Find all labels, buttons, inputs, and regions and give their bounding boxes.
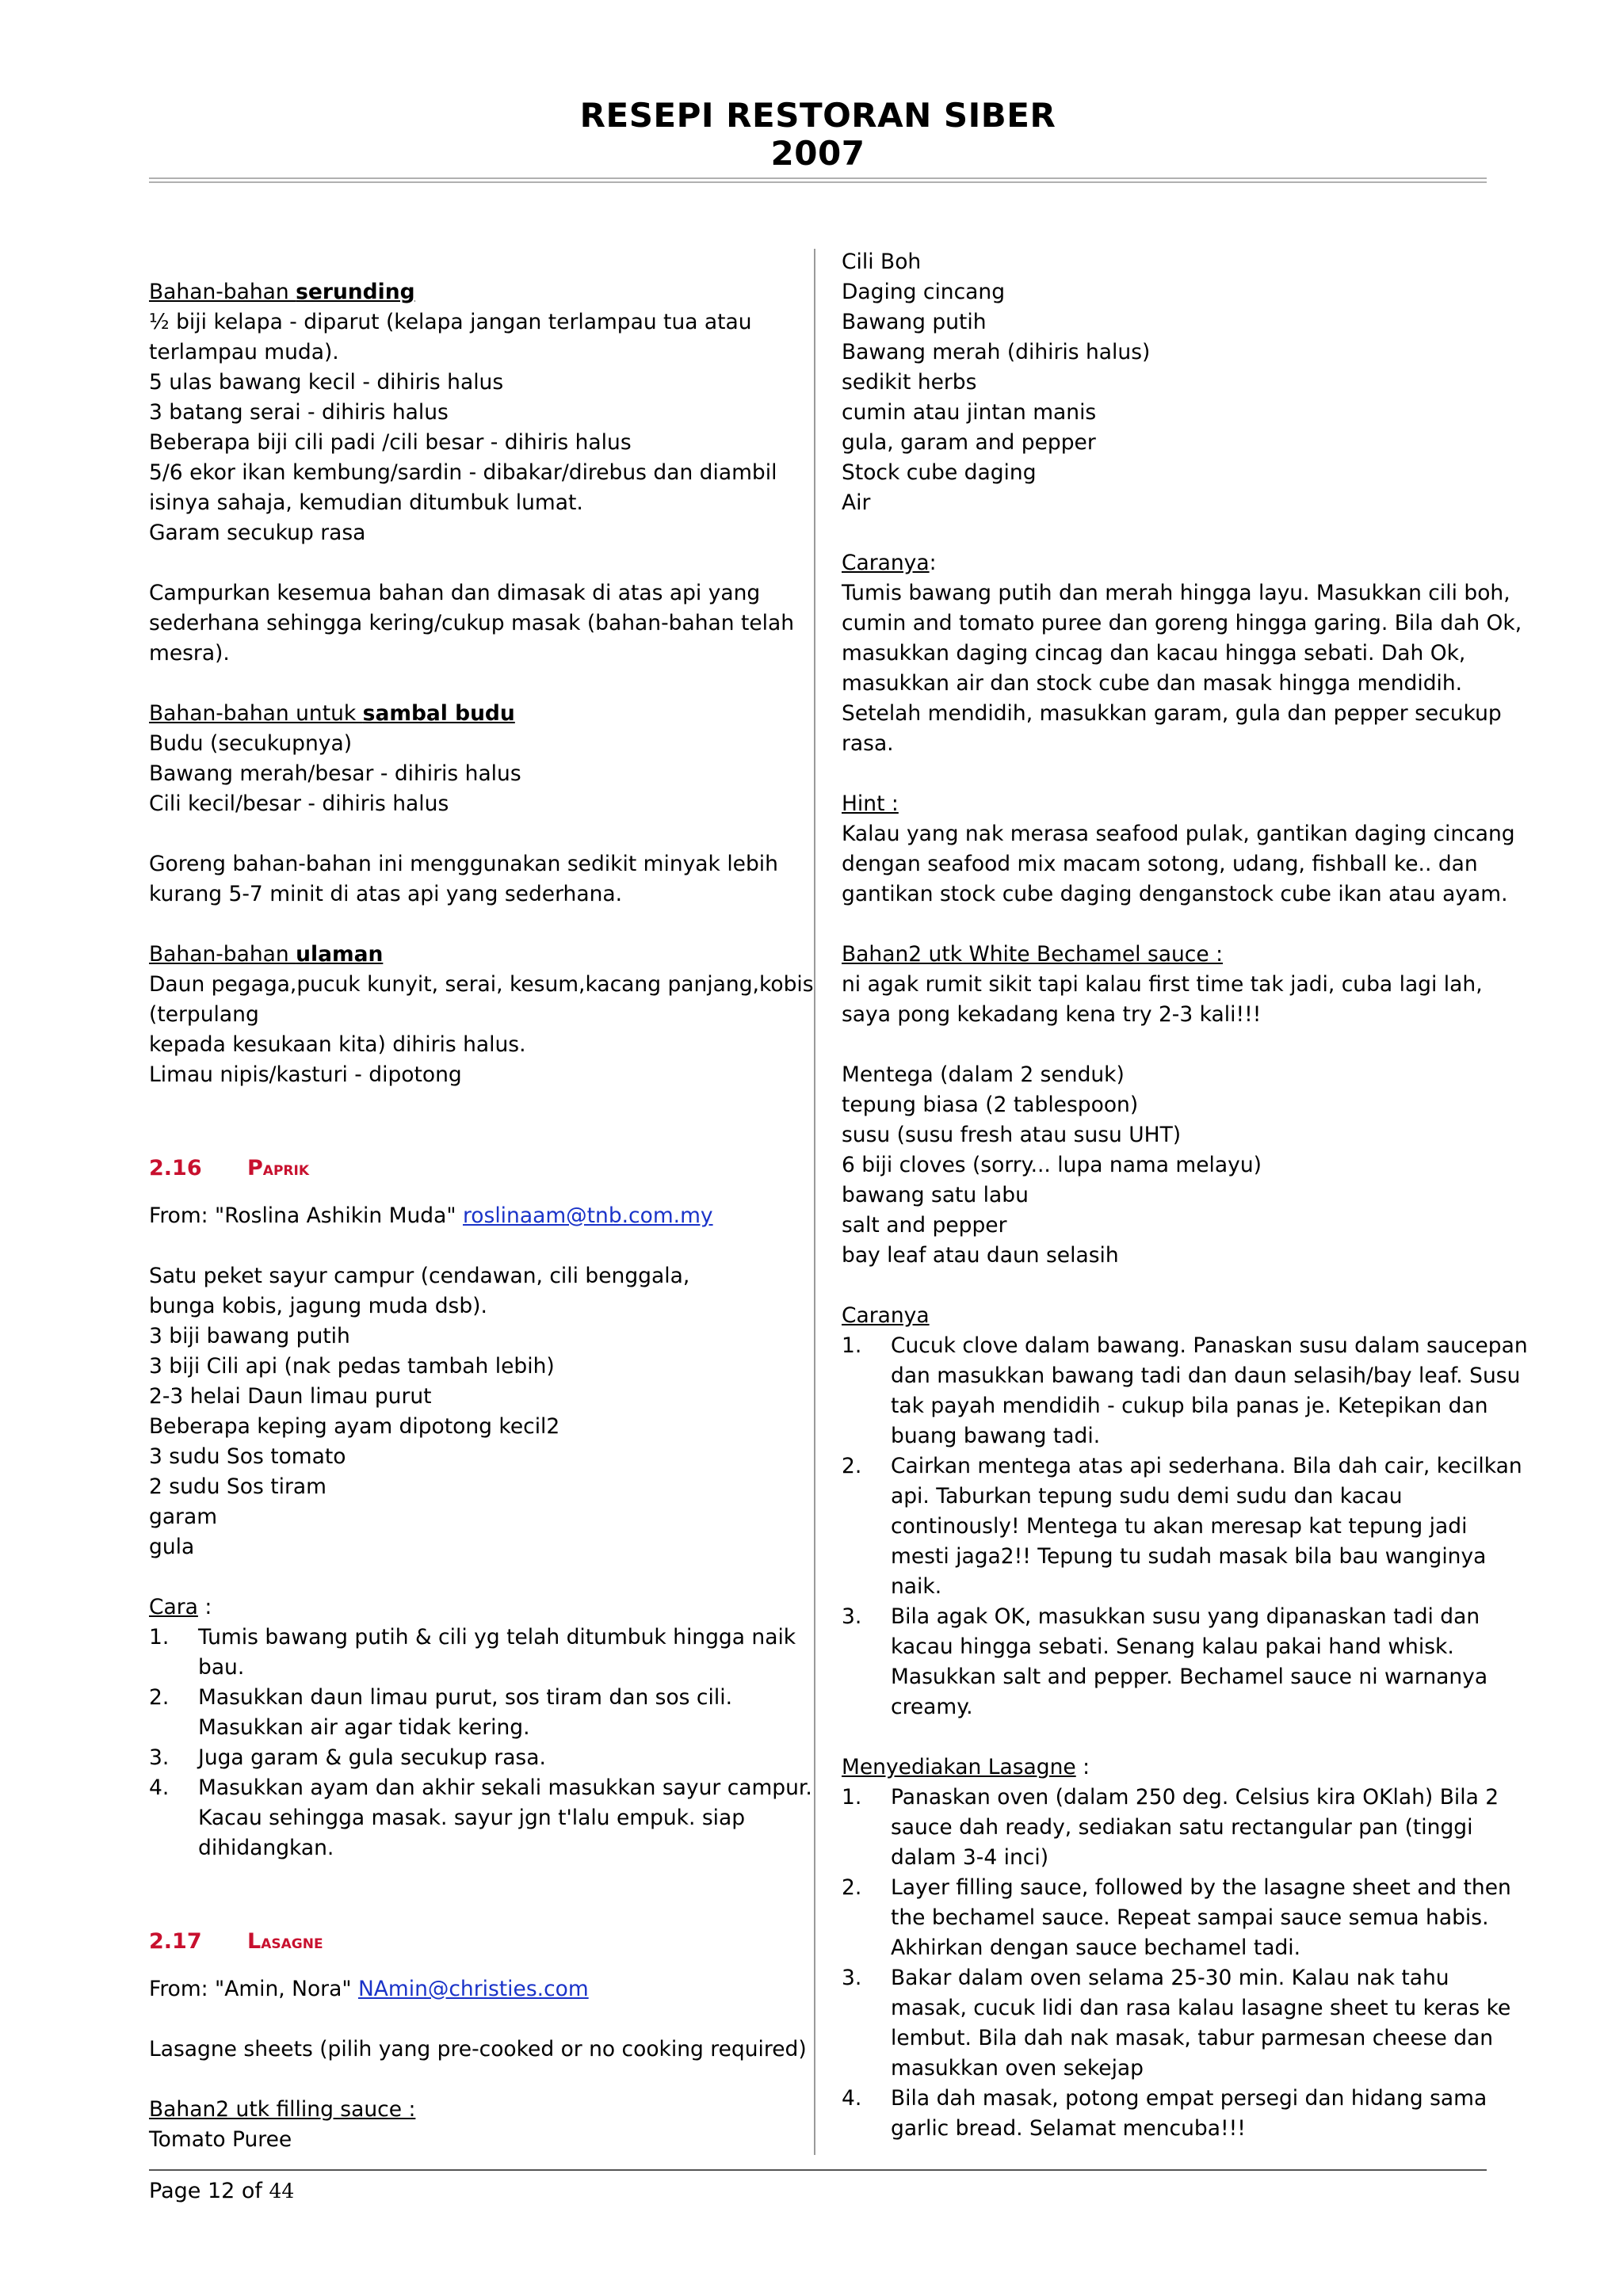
caranya-line: cumin and tomato puree dan goreng hingga garing. Bila dah Ok,	[842, 611, 1522, 635]
filling-ingredient: Bawang putih	[842, 310, 987, 334]
right-column	[842, 247, 1528, 2144]
filling-ingredient: sedikit herbs	[842, 370, 977, 395]
sambal-method-line: kurang 5-7 minit di atas api yang sederhana.	[149, 882, 623, 906]
bechamel-ingredient: 6 biji cloves (sorry... lupa nama melayu)	[842, 1153, 1262, 1177]
bechamel-heading: Bahan2 utk White Bechamel sauce :	[842, 942, 1224, 967]
caranya-line: Tumis bawang putih dan merah hingga layu. Masukkan cili boh,	[842, 581, 1510, 605]
list-item: 1. Cucuk clove dalam bawang. Panaskan susu dalam saucepan dan masukkan bawang tadi dan daun selasih/bay leaf. Susu tak payah mendidih - cukup bila panas je. Ketepikan dan buang bawang tadi.	[842, 1333, 1528, 1448]
header-rule-top	[149, 177, 1487, 179]
paprik-ingredient: garam	[149, 1505, 218, 1529]
menyediakan-lasagne-heading: Menyediakan Lasagne :	[842, 1755, 1090, 1779]
section-number: 2.17	[149, 1929, 202, 1954]
filling-ingredient: Daging cincang	[842, 280, 1006, 304]
serunding-line: Garam secukup rasa	[149, 521, 366, 545]
paprik-ingredient: Satu peket sayur campur (cendawan, cili benggala,	[149, 1264, 690, 1288]
paprik-ingredient: bunga kobis, jagung muda dsb).	[149, 1294, 487, 1318]
bechamel-ingredient: bawang satu labu	[842, 1183, 1029, 1207]
filling-ingredient: gula, garam and pepper	[842, 430, 1096, 455]
list-item: 3. Bila agak OK, masukkan susu yang dipanaskan tadi dan kacau hingga sebati. Senang kalau pakai hand whisk. Masukkan salt and pepper. Bechamel sauce ni warnanya creamy.	[842, 1604, 1488, 1719]
email-link[interactable]: NAmin@christies.com	[357, 1977, 589, 2001]
bechamel-intro-line: ni agak rumit sikit tapi kalau first time tak jadi, cuba lagi lah,	[842, 972, 1483, 997]
serunding-line: 5 ulas bawang kecil - dihiris halus	[149, 370, 504, 395]
ulaman-line: (terpulang	[149, 1002, 259, 1027]
sambal-heading: Bahan-bahan untuk sambal budu	[149, 701, 515, 726]
serunding-line: isinya sahaja, kemudian ditumbuk lumat.	[149, 490, 583, 515]
serunding-heading: Bahan-bahan serunding	[149, 280, 415, 304]
filling-ingredient: Air	[842, 490, 871, 515]
paprik-ingredient: Beberapa keping ayam dipotong kecil2	[149, 1414, 560, 1439]
email-link[interactable]: roslinaam@tnb.com.my	[462, 1203, 713, 1228]
bechamel-ingredient: tepung biasa (2 tablespoon)	[842, 1093, 1139, 1117]
sambal-line: Budu (secukupnya)	[149, 731, 353, 756]
hint-line: dengan seafood mix macam sotong, udang, fishball ke.. dan	[842, 852, 1478, 876]
caranya-line: rasa.	[842, 731, 894, 756]
bechamel-intro-line: saya pong kekadang kena try 2-3 kali!!!	[842, 1002, 1262, 1027]
ulaman-line: Limau nipis/kasturi - dipotong	[149, 1062, 462, 1087]
bechamel-ingredient: susu (susu fresh atau susu UHT)	[842, 1123, 1182, 1147]
serunding-method-line: sederhana sehingga kering/cukup masak (bahan-bahan telah	[149, 611, 795, 635]
ulaman-line: kepada kesukaan kita) dihiris halus.	[149, 1032, 526, 1057]
list-item: 3. Juga garam & gula secukup rasa.	[149, 1745, 546, 1770]
page-footer	[149, 2177, 294, 2206]
serunding-line: 5/6 ekor ikan kembung/sardin - dibakar/direbus dan diambil	[149, 460, 777, 485]
column-divider	[814, 249, 815, 2155]
bechamel-ingredient: Mentega (dalam 2 senduk)	[842, 1062, 1125, 1087]
filling-ingredient: Bawang merah (dihiris halus)	[842, 340, 1151, 364]
bechamel-ingredient: salt and pepper	[842, 1213, 1007, 1238]
list-item: 3. Bakar dalam oven selama 25-30 min. Kalau nak tahu masak, cucuk lidi dan rasa kalau lasagne sheet tu keras ke lembut. Bila dah nak masak, tabur parmesan cheese dan masukkan oven sekejap	[842, 1966, 1511, 2081]
ulaman-line: Daun pegaga,pucuk kunyit, serai, kesum,kacang panjang,kobis	[149, 972, 814, 997]
caranya2-heading: Caranya	[842, 1303, 930, 1328]
document-title: RESEPI RESTORAN SIBER	[579, 96, 1056, 135]
paprik-cara-heading: Cara :	[149, 1595, 212, 1619]
serunding-line: ½ biji kelapa - diparut (kelapa jangan terlampau tua atau	[149, 310, 752, 334]
section-title: LASAGNE	[247, 1929, 323, 1954]
filling-ingredient: cumin atau jintan manis	[842, 400, 1097, 425]
document-year: 2007	[770, 134, 865, 173]
list-item: 4. Masukkan ayam dan akhir sekali masukkan sayur campur. Kacau sehingga masak. sayur jgn t'lalu empuk. siap dihidangkan.	[149, 1775, 812, 1860]
list-item: 2. Masukkan daun limau purut, sos tiram dan sos cili. Masukkan air agar tidak kering.	[149, 1685, 732, 1740]
hint-heading: Hint :	[842, 791, 899, 816]
bechamel-ingredient: bay leaf atau daun selasih	[842, 1243, 1119, 1268]
page-label: Page 12 of	[149, 2179, 269, 2203]
section-number: 2.16	[149, 1156, 202, 1180]
list-item: 2. Cairkan mentega atas api sederhana. Bila dah cair, kecilkan api. Taburkan tepung sudu demi sudu dan kacau continously! Mentega tu akan meresap kat tepung jadi mesti jaga2!! Tepung tu sudah masak bila bau wanginya naik.	[842, 1454, 1522, 1599]
list-item: 1. Tumis bawang putih & cili yg telah ditumbuk hingga naik bau.	[149, 1625, 796, 1680]
footer-rule	[149, 2169, 1487, 2171]
serunding-line: 3 batang serai - dihiris halus	[149, 400, 449, 425]
sambal-method-line: Goreng bahan-bahan ini menggunakan sedikit minyak lebih	[149, 852, 778, 876]
page-header	[149, 97, 1487, 173]
lasagne-sheets: Lasagne sheets (pilih yang pre-cooked or no cooking required)	[149, 2037, 807, 2061]
section-title: PAPRIK	[247, 1156, 310, 1180]
filling-ingredient: Stock cube daging	[842, 460, 1037, 485]
filling-heading: Bahan2 utk filling sauce :	[149, 2097, 416, 2122]
paprik-ingredient: 3 biji Cili api (nak pedas tambah lebih)	[149, 1354, 555, 1379]
page-total: 44	[269, 2180, 295, 2203]
paprik-ingredient: 2 sudu Sos tiram	[149, 1474, 327, 1499]
paprik-ingredient: 3 biji bawang putih	[149, 1324, 350, 1348]
serunding-method-line: Campurkan kesemua bahan dan dimasak di atas api yang	[149, 581, 761, 605]
paprik-ingredient: gula	[149, 1535, 195, 1559]
left-column	[149, 247, 814, 2155]
hint-line: gantikan stock cube daging denganstock cube ikan atau ayam.	[842, 882, 1508, 906]
filling-ingredient: Tomato Puree	[149, 2127, 292, 2152]
sambal-line: Cili kecil/besar - dihiris halus	[149, 791, 449, 816]
paprik-from: From: "Roslina Ashikin Muda" roslinaam@tnb.com.my	[149, 1203, 713, 1228]
serunding-method-line: mesra).	[149, 641, 230, 666]
list-item: 1. Panaskan oven (dalam 250 deg. Celsius kira OKlah) Bila 2 sauce dah ready, sediakan satu rectangular pan (tinggi dalam 3-4 inci)	[842, 1785, 1499, 1870]
ulaman-heading: Bahan-bahan ulaman	[149, 942, 384, 967]
section-heading-paprik	[149, 1154, 783, 1184]
section-heading-lasagne	[149, 1927, 783, 1957]
paprik-ingredient: 2-3 helai Daun limau purut	[149, 1384, 432, 1409]
hint-line: Kalau yang nak merasa seafood pulak, gantikan daging cincang	[842, 822, 1515, 846]
caranya-line: masukkan air dan stock cube dan masak hingga mendidih.	[842, 671, 1463, 696]
list-item: 4. Bila dah masak, potong empat persegi dan hidang sama garlic bread. Selamat mencuba!!!	[842, 2086, 1487, 2141]
filling-ingredient: Cili Boh	[842, 250, 922, 274]
caranya-line: Setelah mendidih, masukkan garam, gula dan pepper secukup	[842, 701, 1502, 726]
header-rule-bottom	[149, 181, 1487, 183]
serunding-line: Beberapa biji cili padi /cili besar - dihiris halus	[149, 430, 632, 455]
list-item: 2. Layer filling sauce, followed by the lasagne sheet and then the bechamel sauce. Repeat sampai sauce semua habis. Akhirkan dengan sauce bechamel tadi.	[842, 1875, 1511, 1960]
paprik-ingredient: 3 sudu Sos tomato	[149, 1444, 346, 1469]
caranya-line: masukkan daging cincag dan kacau hingga sebati. Dah Ok,	[842, 641, 1466, 666]
serunding-line: terlampau muda).	[149, 340, 339, 364]
lasagne-from: From: "Amin, Nora" NAmin@christies.com	[149, 1977, 589, 2001]
sambal-line: Bawang merah/besar - dihiris halus	[149, 761, 521, 786]
caranya-heading: Caranya:	[842, 551, 937, 575]
